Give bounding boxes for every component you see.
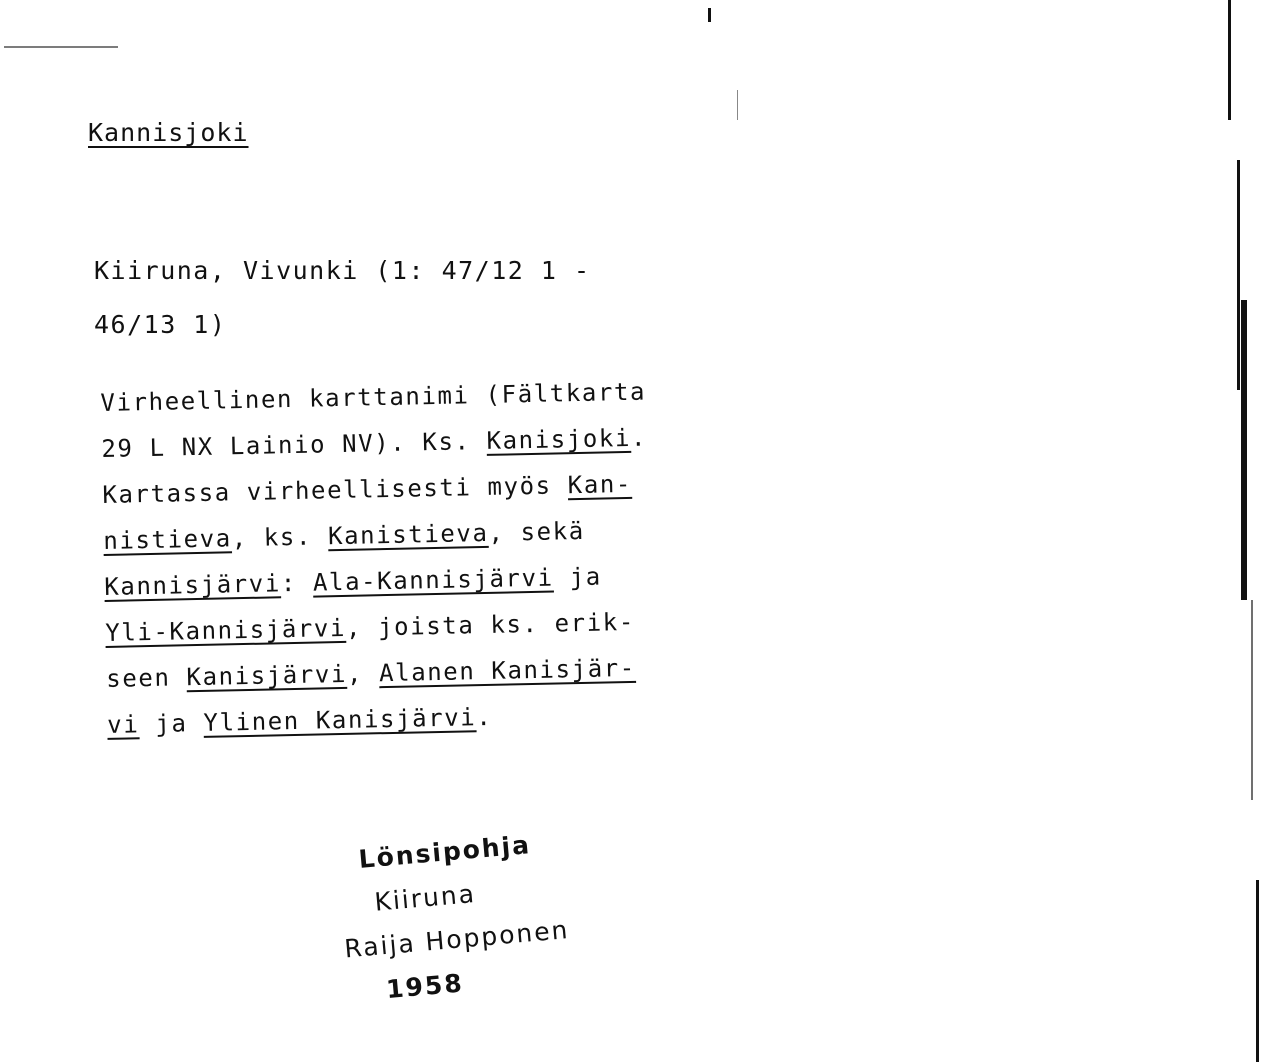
cross-reference: Kanisjoki (486, 423, 632, 455)
cross-reference: Kanisjärvi (186, 659, 348, 692)
body-text: ja (139, 708, 204, 739)
location-line-1: Kiiruna, Vivunki (1: 47/12 1 - (94, 256, 591, 285)
scan-edge-line (1237, 160, 1240, 390)
cross-reference: Kan- (567, 469, 633, 500)
cross-reference: Alanen Kanisjär- (378, 653, 637, 688)
scan-edge-line (1241, 300, 1247, 600)
scan-tick-mark (708, 8, 711, 22)
scan-dash-mark (4, 46, 118, 48)
body-text: , ks. (231, 522, 329, 553)
stamp-year: 1958 (384, 968, 465, 1005)
body-text: seen (105, 663, 187, 693)
body-text: : (280, 568, 314, 598)
card-title: Kannisjoki (88, 118, 249, 147)
body-text: , sekä (488, 516, 586, 547)
body-text: . (476, 702, 493, 732)
location-line-2: 46/13 1) (94, 310, 227, 339)
cross-reference: Ala-Kannisjärvi (312, 563, 554, 597)
scan-dot-line (737, 90, 738, 120)
scan-edge-line (1228, 0, 1231, 120)
body-text: . (630, 423, 648, 452)
card-body-text (100, 366, 768, 748)
body-text: Virheellinen karttanimi (Fältkarta (100, 377, 647, 417)
scan-edge-line (1251, 600, 1253, 800)
cross-reference: Yli-Kannisjärvi (105, 613, 347, 647)
cross-reference: Kannisjärvi (104, 569, 282, 601)
body-text: ja (553, 562, 603, 592)
cross-reference: nistieva (103, 524, 233, 555)
body-text: 29 L NX Lainio NV). Ks. (101, 426, 487, 463)
source-stamp (335, 820, 575, 1015)
body-text: , (346, 659, 380, 688)
cross-reference: Kanistieva (327, 518, 489, 551)
cross-reference: vi (106, 710, 140, 739)
body-text: , joista ks. erik- (345, 607, 636, 642)
location-reference (94, 244, 714, 352)
cross-reference: Ylinen Kanisjärvi (203, 703, 477, 737)
scan-edge-line (1256, 880, 1259, 1062)
stamp-collector: Raija Hopponen (343, 914, 571, 964)
stamp-municipality: Kiiruna (373, 878, 478, 917)
stamp-place: Lönsipohja (357, 830, 533, 874)
body-text: Kartassa virheellisesti myös (102, 471, 569, 509)
